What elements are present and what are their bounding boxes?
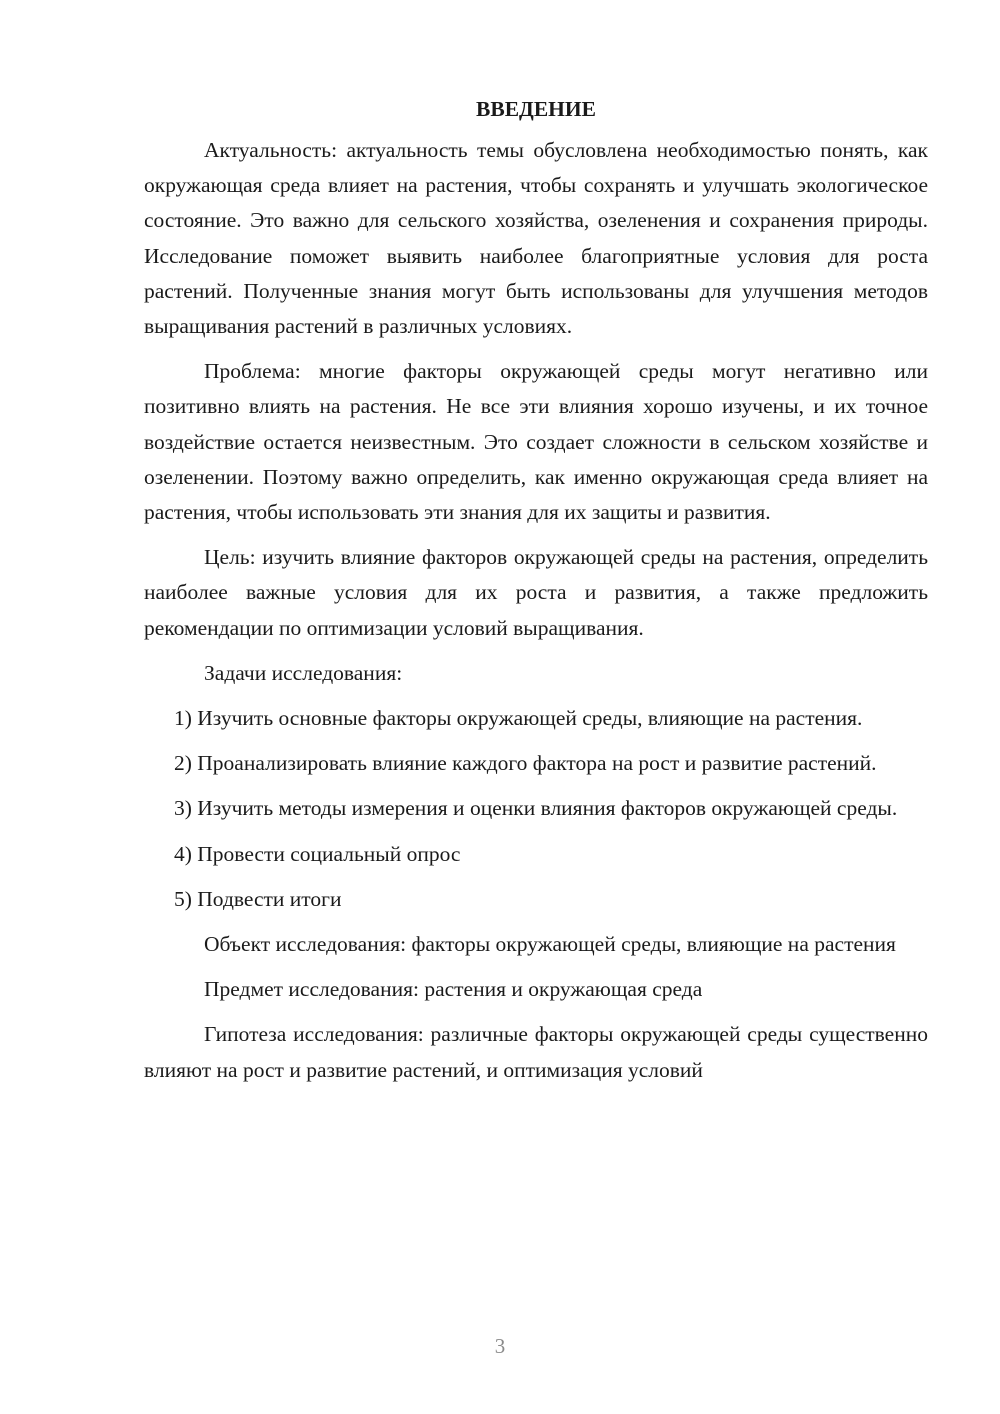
- paragraph-goal: Цель: изучить влияние факторов окружающей среды на растения, определить наиболее важные условия для их роста и развития, а также предложить рекомендации по оптимизации условий выращивания.: [144, 545, 928, 640]
- paragraph-subject: Предмет исследования: растения и окружающая среда: [204, 977, 703, 1002]
- page-content: [144, 92, 928, 1098]
- paragraph-hypothesis: Гипотеза исследования: различные факторы окружающей среды существенно влияют на рост и развитие растений, и оптимизация условий: [144, 1022, 928, 1082]
- task-item-3: 3) Изучить методы измерения и оценки влияния факторов окружающей среды.: [174, 796, 898, 821]
- paragraph-problem: Проблема: многие факторы окружающей среды могут негативно или позитивно влиять на растения. Не все эти влияния хорошо изучены, и их точное воздействие остается неизвестным. Это создает сложности в сельском хозяйстве и озеленении. Поэтому важно определить, как именно окружающая среда влияет на растения, чтобы использовать эти знания для их защиты и развития.: [144, 359, 928, 525]
- task-item-2: 2) Проанализировать влияние каждого фактора на рост и развитие растений.: [174, 751, 877, 776]
- task-item-4: 4) Провести социальный опрос: [174, 841, 461, 866]
- page-title: ВВЕДЕНИЕ: [476, 97, 596, 121]
- paragraph-object: Объект исследования: факторы окружающей среды, влияющие на растения: [204, 932, 896, 957]
- page-number: 3: [494, 1334, 506, 1358]
- task-item-5: 5) Подвести итоги: [174, 886, 342, 911]
- paragraph-relevance: Актуальность: актуальность темы обусловлена необходимостью понять, как окружающая среда влияет на растения, чтобы сохранять и улучшать экологическое состояние. Это важно для сельского хозяйства, озеленения и сохранения природы. Исследование поможет выявить наиболее благоприятные условия для роста растений. Полученные знания могут быть использованы для улучшения методов выращивания растений в различных условиях.: [144, 138, 928, 339]
- tasks-heading: Задачи исследования:: [204, 660, 403, 685]
- task-item-1: 1) Изучить основные факторы окружающей среды, влияющие на растения.: [174, 706, 863, 731]
